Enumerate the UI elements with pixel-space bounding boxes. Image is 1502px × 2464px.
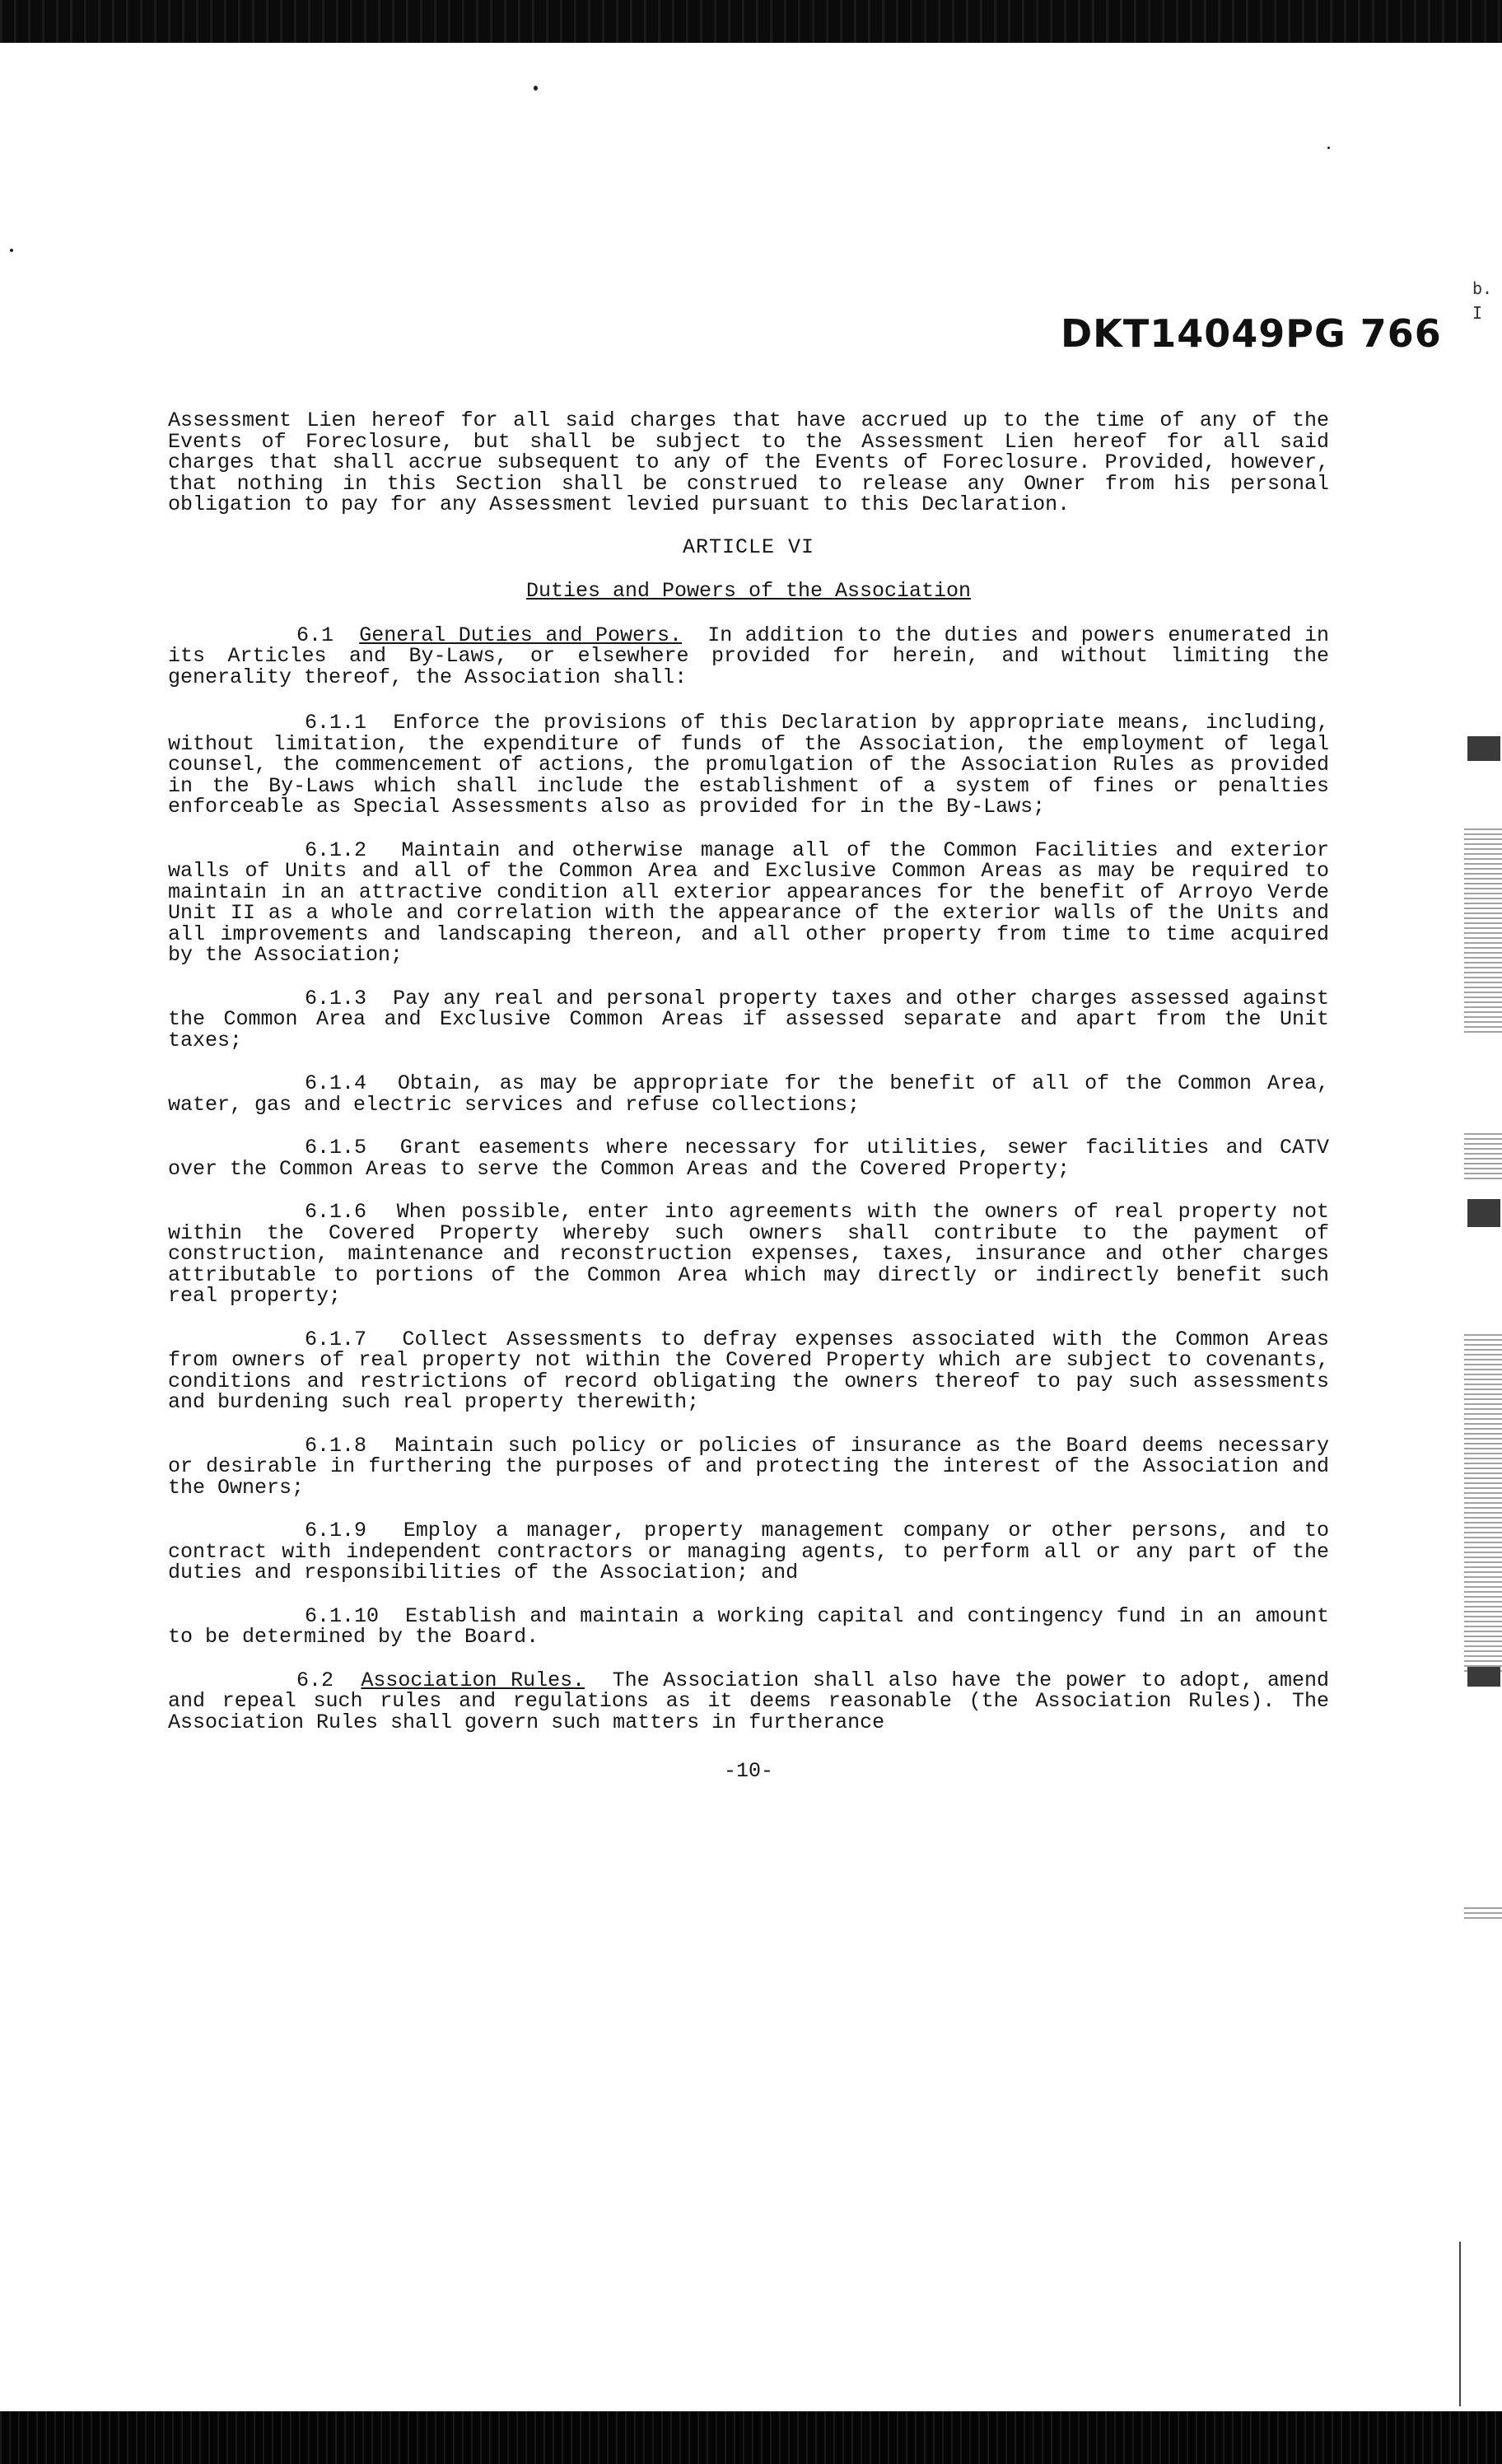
subsection-text: Employ a manager, property management company or other persons, and to contract with independent contractors or managing agents, to perform all or any part of the duties and responsibilities of the Association; and	[168, 1519, 1329, 1584]
intro-paragraph: Assessment Lien hereof for all said charges that have accrued up to the time of any of the Events of Foreclosure, but shall be subject to the Assessment Lien hereof for all said charges that shall accrue subsequent to any of the Events of Foreclosure. Provided, however, that nothing in this Section shall be construed to release any Owner from his personal obligation to pay for any Assessment levied pursuant to this Declaration.	[168, 408, 1329, 516]
scan-artifact	[1459, 2242, 1461, 2406]
margin-mark: I	[1472, 303, 1483, 323]
scan-speck	[1327, 147, 1330, 149]
subsection-number: 6.1.1	[305, 711, 367, 735]
document-body	[168, 410, 1329, 1782]
scan-artifact	[1467, 1199, 1500, 1227]
subsection-number: 6.1.8	[305, 1433, 367, 1458]
subsection-6-1-1	[168, 712, 1329, 818]
article-title: Duties and Powers of the Association	[525, 579, 972, 603]
subsection-number: 6.1.9	[305, 1519, 367, 1542]
scan-artifact	[1464, 1907, 1502, 1919]
scan-speck	[534, 86, 538, 91]
scan-speck	[10, 249, 13, 252]
subsection-6-1-7	[168, 1329, 1329, 1413]
subsection-text: Establish and maintain a working capital and contingency fund in an amount to be determined by the Board.	[168, 1603, 1329, 1649]
section-heading: General Duties and Powers.	[359, 623, 683, 647]
subsection-number: 6.1.4	[305, 1071, 367, 1095]
subsection-text: Obtain, as may be appropriate for the benefit of all of the Common Area, water, gas and electric services and refuse collections;	[168, 1071, 1329, 1117]
subsection-text: Pay any real and personal property taxes and other charges assessed against the Common Area and Exclusive Common Areas if assessed separate and apart from the Unit taxes;	[168, 986, 1330, 1052]
subsection-6-1-4	[168, 1073, 1329, 1115]
scan-border-bottom	[0, 2411, 1502, 2464]
subsection-6-1-5	[168, 1137, 1329, 1179]
page-number: -10-	[723, 1759, 773, 1783]
subsection-number: 6.1.2	[305, 838, 367, 862]
section-heading: Association Rules.	[361, 1668, 585, 1692]
subsection-6-1-10	[168, 1603, 1329, 1649]
section-6-2	[168, 1670, 1329, 1734]
subsection-6-1-2	[168, 840, 1329, 966]
subsection-6-1-6	[168, 1202, 1329, 1307]
section-6-1	[168, 625, 1329, 688]
scan-artifact	[1467, 736, 1500, 761]
subsection-number: 6.1.7	[305, 1327, 367, 1351]
subsection-text: Enforce the provisions of this Declaration by appropriate means, including, without limitation, the expenditure of funds of the Association, the employment of legal counsel, the commencement of actions, the promulgation of the Association Rules as provided in the By-Laws which shall include the establishment of a system of fines or penalties enforceable as Special Assessments also as provided for in the By-Laws;	[168, 711, 1329, 819]
scan-artifact	[1464, 1130, 1502, 1179]
margin-mark: b.	[1472, 278, 1493, 298]
article-heading: ARTICLE VI	[682, 534, 815, 559]
subsection-6-1-9	[168, 1520, 1329, 1584]
subsection-number: 6.1.3	[305, 986, 367, 1010]
subsection-number: 6.1.10	[305, 1603, 380, 1628]
section-text: The Association shall also have the power to adopt, amend and repeal such rules and regulations as it deems reasonable (the Association Rules). The Association Rules shall govern such matters in furtherance	[168, 1668, 1329, 1734]
subsection-number: 6.1.5	[305, 1136, 367, 1160]
subsection-text: Maintain and otherwise manage all of the Common Facilities and exterior walls of Units and all of the Common Area and Exclusive Common Areas as may be required to maintain in an attractive condition all exterior appearances for the benefit of Arroyo Verde Unit II as a whole and correlation with the appearance of the exterior walls of the Units and all improvements and landscaping thereon, and all other property from time to time acquired by the Association;	[168, 838, 1329, 967]
article-subheading	[168, 581, 1329, 602]
subsection-text: Maintain such policy or policies of insurance as the Board deems necessary or desirable in furthering the purposes of and protecting the interest of the Association and the Owners;	[168, 1433, 1329, 1500]
scan-artifact	[1464, 1334, 1502, 1672]
subsection-text: Grant easements where necessary for utilities, sewer facilities and CATV over the Common Areas to serve the Common Areas and the Covered Property;	[168, 1136, 1329, 1181]
scan-artifact	[1467, 1667, 1500, 1687]
section-number: 6.2	[296, 1668, 334, 1692]
scan-artifact	[1464, 827, 1502, 1033]
subsection-6-1-8	[168, 1435, 1329, 1499]
subsection-text: Collect Assessments to defray expenses associated with the Common Areas from owners of real property not within the Covered Property which are subject to covenants, conditions and restrictions of record obligating the owners thereof to pay such assessments and burdening such real property therewith;	[168, 1327, 1329, 1414]
docket-stamp: DKT14049PG 766	[1061, 311, 1442, 356]
section-text: In addition to the duties and powers enumerated in its Articles and By-Laws, or elsewhere provided for herein, and without limiting the generality thereof, the Association shall:	[168, 623, 1329, 689]
subsection-text: When possible, enter into agreements with the owners of real property not within the Covered Property whereby such owners shall contribute to the payment of construction, maintenance and reconstruction expenses, taxes, insurance and other charges attributable to portions of the Common Area which may directly or indirectly benefit such real property;	[168, 1200, 1329, 1308]
subsection-number: 6.1.6	[305, 1200, 367, 1224]
scan-border-top	[0, 0, 1502, 43]
subsection-6-1-3	[168, 988, 1329, 1052]
section-number: 6.1	[296, 623, 334, 647]
